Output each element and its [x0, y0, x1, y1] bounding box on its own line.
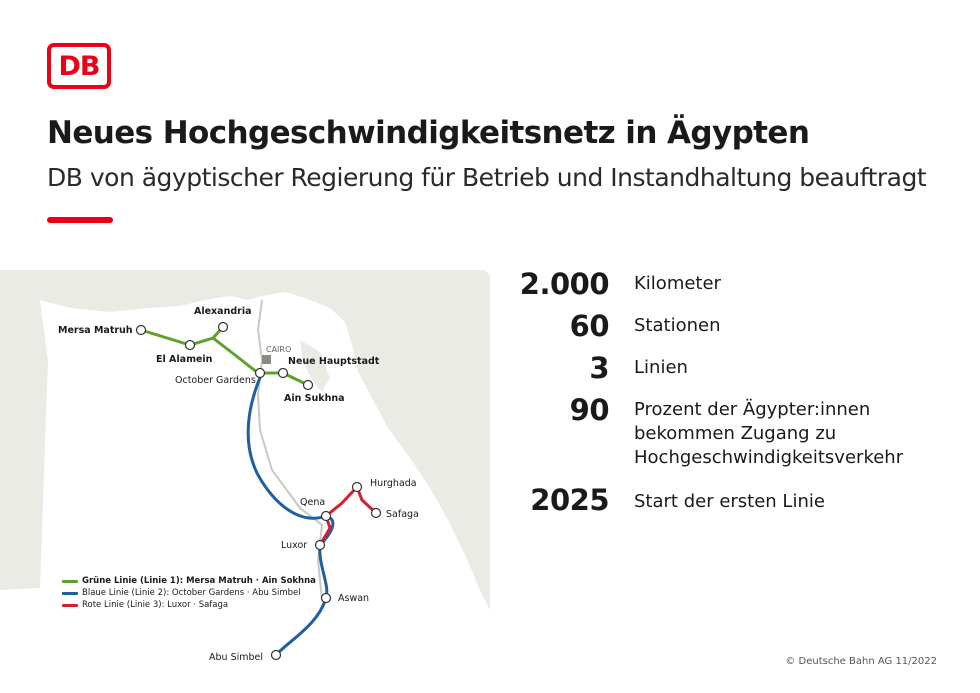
- stat-label-kilometer: Kilometer: [634, 273, 721, 294]
- label-alexandria: Alexandria: [194, 306, 252, 317]
- page-subtitle: DB von ägyptischer Regierung für Betrieb und Instandhaltung beauftragt: [47, 163, 927, 192]
- label-october-gardens: October Gardens: [175, 375, 256, 386]
- label-ain-sukhna: Ain Sukhna: [284, 393, 345, 404]
- stat-value-prozent: 90: [569, 393, 609, 427]
- egypt-rail-map: [0, 270, 490, 693]
- station-abu-simbel: [272, 651, 281, 660]
- label-luxor: Luxor: [281, 540, 308, 551]
- legend-label-red: Rote Linie (Linie 3): Luxor · Safaga: [82, 600, 229, 610]
- cairo-marker: [262, 355, 271, 364]
- copyright-notice: © Deutsche Bahn AG 11/2022: [785, 656, 937, 667]
- station-mersa-matruh: [137, 326, 146, 335]
- map-canvas: [0, 270, 490, 693]
- cairo-label: CAIRO: [266, 345, 292, 354]
- legend-swatch-red: [62, 604, 78, 607]
- station-aswan: [322, 594, 331, 603]
- legend-label-green: Grüne Linie (Linie 1): Mersa Matruh · Ain Sokhna: [82, 576, 316, 586]
- label-neue-hauptstadt: Neue Hauptstadt: [288, 356, 380, 367]
- label-mersa-matruh: Mersa Matruh: [58, 325, 133, 336]
- legend-item-green: [62, 575, 316, 587]
- legend-label-blue: Blaue Linie (Linie 2): October Gardens · Abu Simbel: [82, 588, 301, 598]
- stat-value-stationen: 60: [569, 309, 609, 343]
- station-alexandria: [219, 323, 228, 332]
- legend-item-red: [62, 599, 316, 611]
- db-logo: [47, 43, 111, 89]
- stat-value-start: 2025: [530, 483, 609, 517]
- map-legend: [62, 575, 316, 611]
- stat-value-kilometer: 2.000: [519, 267, 609, 301]
- stat-label-start: Start der ersten Linie: [634, 491, 825, 512]
- label-qena: Qena: [300, 497, 326, 508]
- station-neue-hauptstadt: [279, 369, 288, 378]
- legend-swatch-green: [62, 580, 78, 583]
- accent-bar: [47, 217, 113, 223]
- stat-label-stationen: Stationen: [634, 315, 721, 336]
- egypt-land: [0, 292, 490, 693]
- station-el-alamein: [186, 341, 195, 350]
- stat-value-linien: 3: [589, 351, 609, 385]
- page-title: Neues Hochgeschwindigkeitsnetz in Ägypten: [47, 115, 810, 151]
- station-hurghada: [353, 483, 362, 492]
- db-logo-text: DB: [58, 50, 100, 82]
- legend-swatch-blue: [62, 592, 78, 595]
- station-luxor: [316, 541, 325, 550]
- legend-item-blue: [62, 587, 316, 599]
- label-el-alamein: El Alamein: [156, 354, 213, 365]
- station-ain-sukhna: [304, 381, 313, 390]
- station-october-gardens: [256, 369, 265, 378]
- label-hurghada: Hurghada: [370, 478, 417, 489]
- stat-label-prozent: Prozent der Ägypter:innen bekommen Zugang zu Hochgeschwindigkeitsverkehr: [634, 399, 904, 468]
- stat-label-linien: Linien: [634, 357, 688, 378]
- label-aswan: Aswan: [338, 593, 370, 604]
- label-safaga: Safaga: [386, 509, 419, 520]
- station-safaga: [372, 509, 381, 518]
- label-abu-simbel: Abu Simbel: [209, 652, 264, 663]
- station-qena: [322, 512, 331, 521]
